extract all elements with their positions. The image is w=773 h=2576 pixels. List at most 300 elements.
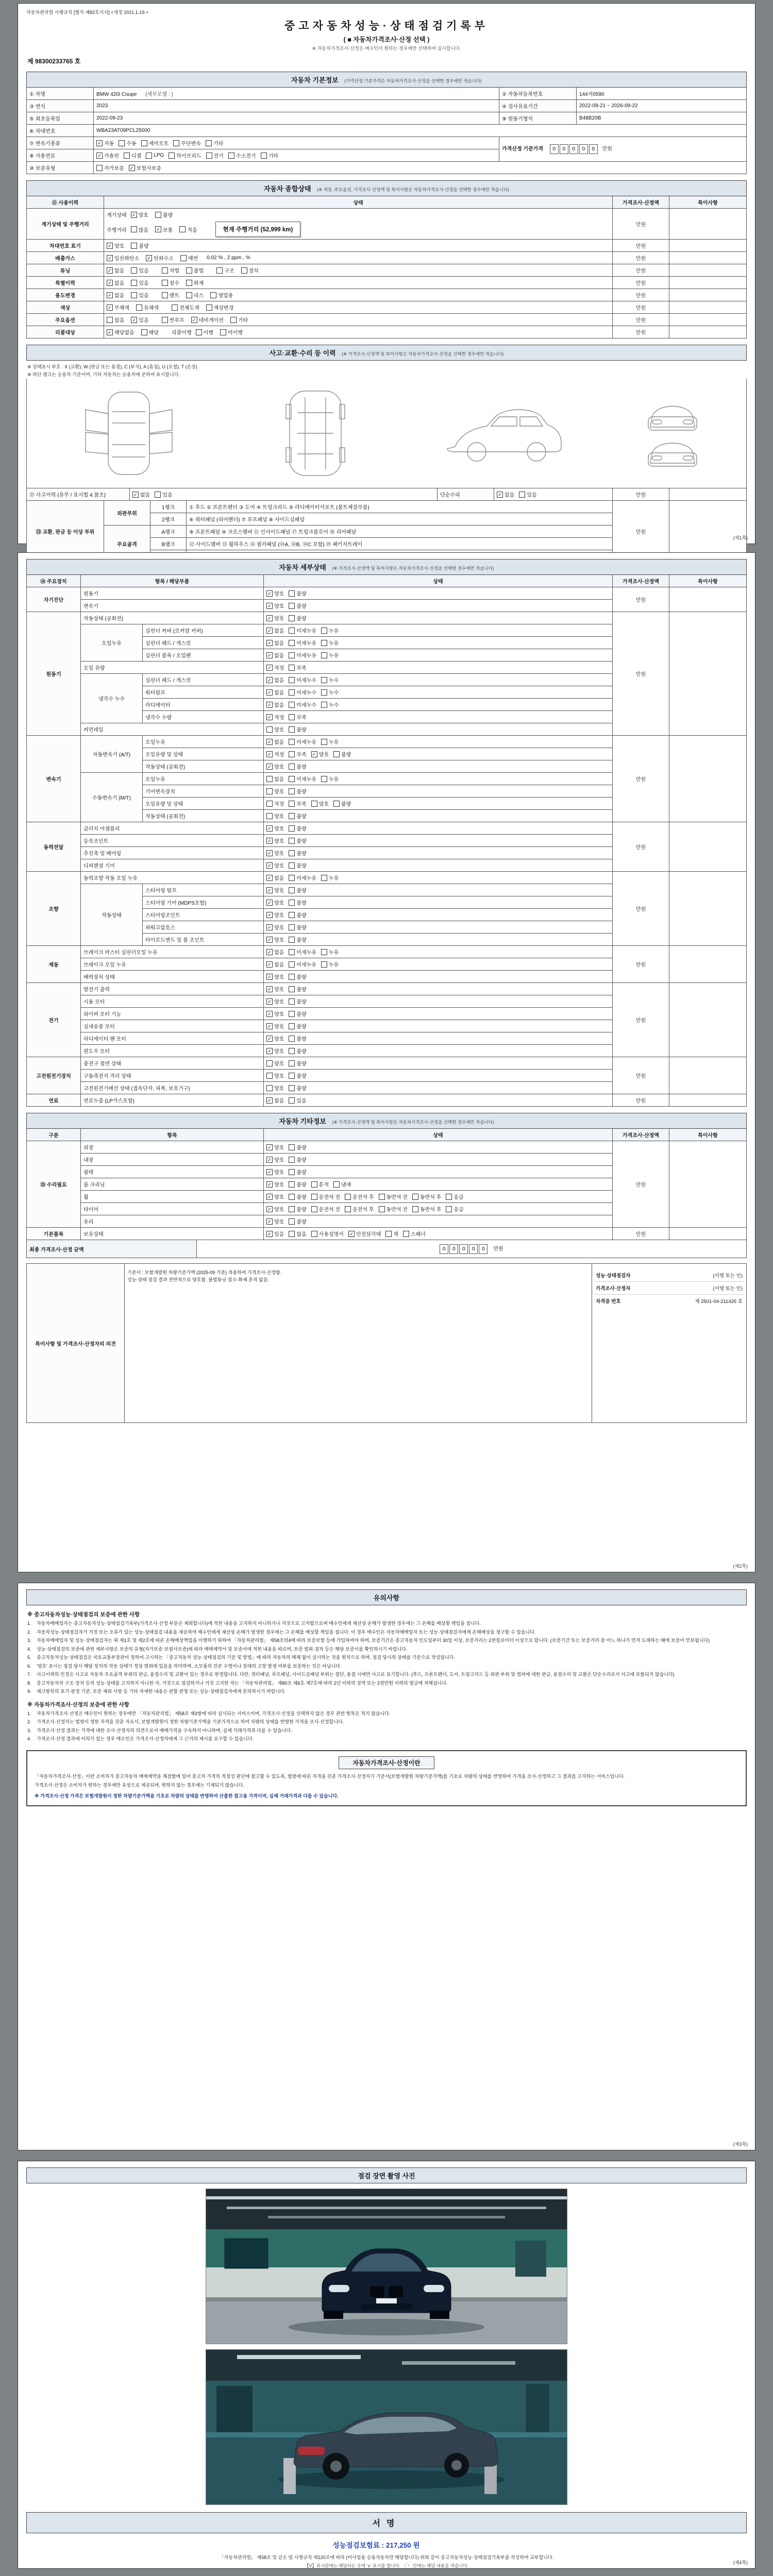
checkbox-box[interactable]: ✓ xyxy=(266,640,273,646)
checkbox-option[interactable] xyxy=(155,211,173,218)
checkbox-option[interactable] xyxy=(289,1047,306,1055)
checkbox-box[interactable] xyxy=(96,165,103,171)
checkbox-box[interactable]: ✓ xyxy=(266,764,273,770)
checkbox-box[interactable] xyxy=(289,937,295,943)
checkbox-box[interactable] xyxy=(206,140,212,146)
checkbox-option[interactable] xyxy=(289,1180,306,1188)
checkbox-box[interactable] xyxy=(266,1085,273,1091)
checkbox-option[interactable] xyxy=(107,316,124,324)
checkbox-option[interactable] xyxy=(206,303,234,311)
checkbox-box[interactable]: ✓ xyxy=(266,900,273,906)
checkbox-option[interactable] xyxy=(228,151,256,159)
checkbox-box[interactable]: ✓ xyxy=(497,492,503,498)
checkbox-box[interactable] xyxy=(289,665,295,671)
checkbox-option[interactable] xyxy=(379,1193,408,1200)
checkbox-box[interactable] xyxy=(289,801,295,807)
checkbox-option[interactable] xyxy=(169,151,201,159)
checkbox-box[interactable] xyxy=(311,1181,317,1188)
checkbox-box[interactable]: ✓ xyxy=(266,862,273,869)
checkbox-box[interactable] xyxy=(131,226,137,232)
checkbox-option[interactable] xyxy=(321,639,339,647)
checkbox-box[interactable] xyxy=(186,267,192,274)
checkbox-box[interactable] xyxy=(289,788,295,794)
checkbox-option[interactable] xyxy=(446,1193,463,1200)
checkbox-option[interactable] xyxy=(179,226,197,233)
checkbox-box[interactable] xyxy=(155,212,161,218)
checkbox-box[interactable] xyxy=(403,1231,409,1237)
checkbox-option[interactable] xyxy=(266,589,284,597)
checkbox-option[interactable] xyxy=(107,328,135,336)
checkbox-option[interactable] xyxy=(266,1217,284,1225)
checkbox-box[interactable] xyxy=(289,689,295,696)
checkbox-box[interactable]: ✓ xyxy=(146,255,152,261)
checkbox-option[interactable] xyxy=(385,1230,398,1238)
checkbox-option[interactable] xyxy=(289,738,316,745)
checkbox-option[interactable] xyxy=(289,725,306,733)
checkbox-option[interactable] xyxy=(172,303,199,311)
checkbox-option[interactable] xyxy=(266,886,284,894)
checkbox-option[interactable] xyxy=(266,1230,284,1238)
checkbox-box[interactable] xyxy=(136,304,142,311)
checkbox-box[interactable] xyxy=(289,628,295,634)
checkbox-box[interactable] xyxy=(289,1048,295,1054)
checkbox-option[interactable] xyxy=(155,490,172,498)
checkbox-box[interactable] xyxy=(289,887,295,893)
checkbox-box[interactable] xyxy=(345,1194,351,1200)
checkbox-box[interactable] xyxy=(385,1231,392,1237)
checkbox-box[interactable]: ✓ xyxy=(266,1157,273,1163)
checkbox-option[interactable] xyxy=(333,1180,351,1188)
checkbox-option[interactable] xyxy=(289,614,306,622)
checkbox-option[interactable] xyxy=(289,651,316,659)
checkbox-box[interactable] xyxy=(186,280,192,286)
checkbox-box[interactable] xyxy=(146,152,152,159)
checkbox-option[interactable] xyxy=(266,639,284,647)
checkbox-option[interactable] xyxy=(107,303,129,311)
checkbox-option[interactable] xyxy=(289,874,316,882)
checkbox-option[interactable] xyxy=(96,139,114,147)
checkbox-option[interactable] xyxy=(266,960,284,968)
checkbox-option[interactable] xyxy=(289,936,306,943)
checkbox-box[interactable]: ✓ xyxy=(131,212,137,218)
checkbox-option[interactable] xyxy=(311,1205,340,1213)
checkbox-box[interactable] xyxy=(289,1181,295,1188)
checkbox-box[interactable]: ✓ xyxy=(266,887,273,893)
checkbox-box[interactable] xyxy=(289,702,295,708)
checkbox-option[interactable] xyxy=(162,291,179,299)
checkbox-option[interactable] xyxy=(266,911,284,919)
checkbox-option[interactable] xyxy=(146,152,164,159)
checkbox-option[interactable] xyxy=(289,886,306,894)
checkbox-option[interactable] xyxy=(321,626,339,634)
checkbox-box[interactable] xyxy=(379,1206,385,1212)
checkbox-option[interactable] xyxy=(129,164,161,172)
checkbox-option[interactable] xyxy=(266,1047,284,1055)
checkbox-box[interactable] xyxy=(289,1157,295,1163)
checkbox-option[interactable] xyxy=(289,1156,306,1163)
checkbox-option[interactable] xyxy=(266,973,284,980)
checkbox-box[interactable]: ✓ xyxy=(96,152,103,159)
checkbox-option[interactable] xyxy=(220,328,243,336)
checkbox-option[interactable] xyxy=(266,1059,284,1067)
checkbox-option[interactable] xyxy=(266,688,284,696)
checkbox-option[interactable] xyxy=(289,948,316,956)
checkbox-option[interactable] xyxy=(266,614,284,622)
checkbox-box[interactable] xyxy=(266,776,273,782)
checkbox-box[interactable]: ✓ xyxy=(266,689,273,696)
checkbox-box[interactable]: ✓ xyxy=(266,924,273,930)
checkbox-option[interactable] xyxy=(266,1035,284,1042)
checkbox-option[interactable] xyxy=(289,1230,306,1238)
checkbox-box[interactable] xyxy=(119,140,125,146)
checkbox-box[interactable] xyxy=(289,714,295,720)
checkbox-option[interactable] xyxy=(266,837,284,844)
checkbox-box[interactable] xyxy=(266,788,273,794)
checkbox-box[interactable]: ✓ xyxy=(107,243,113,249)
checkbox-option[interactable] xyxy=(289,849,306,857)
checkbox-option[interactable] xyxy=(321,775,339,783)
checkbox-option[interactable] xyxy=(266,664,284,671)
checkbox-option[interactable] xyxy=(206,151,224,159)
checkbox-option[interactable] xyxy=(333,800,351,807)
checkbox-option[interactable] xyxy=(266,899,284,906)
checkbox-box[interactable]: ✓ xyxy=(266,677,273,683)
checkbox-box[interactable] xyxy=(321,702,327,708)
checkbox-box[interactable] xyxy=(333,801,340,807)
checkbox-option[interactable] xyxy=(266,1168,284,1176)
checkbox-box[interactable] xyxy=(289,838,295,844)
checkbox-option[interactable] xyxy=(289,750,306,758)
checkbox-box[interactable]: ✓ xyxy=(311,751,317,757)
checkbox-box[interactable]: ✓ xyxy=(266,949,273,955)
checkbox-box[interactable]: ✓ xyxy=(266,1231,273,1237)
checkbox-box[interactable] xyxy=(289,1206,295,1212)
checkbox-box[interactable] xyxy=(311,1194,317,1200)
checkbox-box[interactable] xyxy=(412,1194,418,1200)
checkbox-option[interactable] xyxy=(321,676,339,684)
checkbox-option[interactable] xyxy=(266,787,284,795)
checkbox-option[interactable] xyxy=(403,1230,426,1238)
checkbox-option[interactable] xyxy=(519,490,536,498)
checkbox-box[interactable] xyxy=(289,603,295,609)
checkbox-option[interactable] xyxy=(131,291,148,299)
checkbox-box[interactable] xyxy=(289,590,295,597)
checkbox-box[interactable]: ✓ xyxy=(266,1169,273,1175)
checkbox-option[interactable] xyxy=(266,1096,284,1104)
checkbox-box[interactable] xyxy=(162,292,168,298)
checkbox-option[interactable] xyxy=(141,139,169,147)
checkbox-box[interactable] xyxy=(289,1085,295,1091)
checkbox-box[interactable] xyxy=(186,292,192,298)
checkbox-box[interactable]: ✓ xyxy=(132,492,139,498)
checkbox-box[interactable] xyxy=(289,924,295,930)
checkbox-box[interactable] xyxy=(289,850,295,856)
checkbox-box[interactable]: ✓ xyxy=(266,603,273,609)
checkbox-option[interactable] xyxy=(289,1010,306,1018)
checkbox-box[interactable] xyxy=(289,862,295,869)
checkbox-box[interactable]: ✓ xyxy=(266,838,273,844)
checkbox-option[interactable] xyxy=(321,948,339,956)
checkbox-box[interactable] xyxy=(321,949,327,955)
checkbox-option[interactable] xyxy=(289,1035,306,1042)
checkbox-box[interactable] xyxy=(124,152,130,159)
checkbox-box[interactable]: ✓ xyxy=(266,1036,273,1042)
checkbox-box[interactable] xyxy=(289,1036,295,1042)
checkbox-option[interactable] xyxy=(289,1193,306,1200)
checkbox-box[interactable] xyxy=(289,1011,295,1017)
checkbox-option[interactable] xyxy=(379,1205,408,1213)
checkbox-box[interactable] xyxy=(266,1060,273,1066)
checkbox-box[interactable]: ✓ xyxy=(266,1023,273,1029)
checkbox-option[interactable] xyxy=(132,490,150,498)
checkbox-option[interactable] xyxy=(131,316,148,324)
checkbox-box[interactable]: ✓ xyxy=(266,590,273,597)
checkbox-box[interactable] xyxy=(289,652,295,658)
checkbox-box[interactable] xyxy=(289,949,295,955)
checkbox-option[interactable] xyxy=(131,211,148,218)
checkbox-option[interactable] xyxy=(289,1084,306,1092)
checkbox-option[interactable] xyxy=(321,738,339,745)
checkbox-option[interactable] xyxy=(289,1217,306,1225)
checkbox-box[interactable] xyxy=(162,267,168,274)
checkbox-box[interactable]: ✓ xyxy=(191,317,197,323)
checkbox-box[interactable] xyxy=(289,900,295,906)
checkbox-option[interactable] xyxy=(289,973,306,980)
checkbox-option[interactable] xyxy=(321,874,339,882)
checkbox-option[interactable] xyxy=(266,713,284,721)
checkbox-option[interactable] xyxy=(266,1156,284,1163)
checkbox-option[interactable] xyxy=(321,651,339,659)
checkbox-box[interactable] xyxy=(321,961,327,968)
checkbox-box[interactable] xyxy=(261,152,267,159)
checkbox-box[interactable] xyxy=(289,677,295,683)
checkbox-option[interactable] xyxy=(196,328,213,336)
checkbox-box[interactable] xyxy=(210,292,216,298)
checkbox-option[interactable] xyxy=(266,849,284,857)
checkbox-box[interactable] xyxy=(446,1206,452,1212)
checkbox-box[interactable]: ✓ xyxy=(266,1194,273,1200)
checkbox-option[interactable] xyxy=(96,151,119,159)
checkbox-option[interactable] xyxy=(311,1180,329,1188)
checkbox-option[interactable] xyxy=(497,490,514,498)
checkbox-option[interactable] xyxy=(266,874,284,882)
checkbox-option[interactable] xyxy=(266,800,284,807)
checkbox-option[interactable] xyxy=(289,1205,306,1213)
checkbox-option[interactable] xyxy=(266,626,284,634)
checkbox-box[interactable]: ✓ xyxy=(266,628,273,634)
checkbox-box[interactable] xyxy=(321,677,327,683)
checkbox-box[interactable] xyxy=(289,961,295,968)
checkbox-box[interactable] xyxy=(131,267,137,274)
checkbox-option[interactable] xyxy=(289,1059,306,1067)
checkbox-box[interactable] xyxy=(230,317,237,323)
checkbox-box[interactable]: ✓ xyxy=(266,751,273,757)
checkbox-option[interactable] xyxy=(321,701,339,708)
checkbox-box[interactable] xyxy=(333,751,340,757)
checkbox-option[interactable] xyxy=(124,151,141,159)
checkbox-box[interactable] xyxy=(289,1194,295,1200)
checkbox-box[interactable] xyxy=(379,1194,385,1200)
checkbox-option[interactable] xyxy=(266,812,284,820)
checkbox-box[interactable] xyxy=(289,1169,295,1175)
checkbox-box[interactable] xyxy=(141,140,147,146)
checkbox-option[interactable] xyxy=(131,242,148,249)
checkbox-box[interactable] xyxy=(311,801,317,807)
checkbox-option[interactable] xyxy=(348,1230,381,1238)
checkbox-box[interactable] xyxy=(321,628,327,634)
checkbox-option[interactable] xyxy=(266,651,284,659)
checkbox-box[interactable] xyxy=(289,1023,295,1029)
checkbox-option[interactable] xyxy=(266,1010,284,1018)
checkbox-option[interactable] xyxy=(289,626,316,634)
checkbox-option[interactable] xyxy=(206,139,223,147)
checkbox-option[interactable] xyxy=(210,291,233,299)
checkbox-box[interactable]: ✓ xyxy=(266,998,273,1005)
checkbox-box[interactable] xyxy=(289,875,295,881)
checkbox-box[interactable] xyxy=(321,689,327,696)
checkbox-option[interactable] xyxy=(186,266,204,274)
checkbox-box[interactable]: ✓ xyxy=(266,1144,273,1150)
checkbox-box[interactable]: ✓ xyxy=(266,1218,273,1225)
checkbox-box[interactable] xyxy=(289,974,295,980)
checkbox-box[interactable] xyxy=(180,255,187,261)
checkbox-box[interactable] xyxy=(173,140,179,146)
checkbox-option[interactable] xyxy=(162,266,179,274)
checkbox-option[interactable] xyxy=(266,861,284,869)
checkbox-option[interactable] xyxy=(191,316,224,324)
checkbox-box[interactable] xyxy=(446,1194,452,1200)
checkbox-option[interactable] xyxy=(266,725,284,733)
checkbox-box[interactable]: ✓ xyxy=(266,875,273,881)
checkbox-box[interactable]: ✓ xyxy=(107,329,113,335)
checkbox-box[interactable] xyxy=(289,1097,295,1104)
checkbox-box[interactable] xyxy=(206,304,212,311)
checkbox-option[interactable] xyxy=(266,738,284,745)
checkbox-option[interactable] xyxy=(289,800,306,807)
checkbox-option[interactable] xyxy=(333,750,351,758)
checkbox-option[interactable] xyxy=(266,1022,284,1030)
checkbox-box[interactable]: ✓ xyxy=(266,1097,273,1104)
checkbox-box[interactable] xyxy=(321,776,327,782)
checkbox-option[interactable] xyxy=(289,1143,306,1151)
checkbox-option[interactable] xyxy=(289,589,306,597)
checkbox-option[interactable] xyxy=(131,226,148,233)
checkbox-option[interactable] xyxy=(173,139,201,147)
checkbox-box[interactable] xyxy=(289,1231,295,1237)
checkbox-option[interactable] xyxy=(289,997,306,1005)
checkbox-box[interactable] xyxy=(321,640,327,646)
checkbox-option[interactable] xyxy=(266,985,284,993)
checkbox-box[interactable]: ✓ xyxy=(107,255,113,261)
checkbox-box[interactable] xyxy=(289,912,295,918)
checkbox-box[interactable] xyxy=(289,1218,295,1225)
checkbox-option[interactable] xyxy=(186,279,204,286)
checkbox-option[interactable] xyxy=(289,676,316,684)
checkbox-box[interactable] xyxy=(289,726,295,733)
checkbox-box[interactable]: ✓ xyxy=(96,140,103,146)
checkbox-box[interactable]: ✓ xyxy=(266,652,273,658)
checkbox-box[interactable] xyxy=(266,801,273,807)
checkbox-option[interactable] xyxy=(141,328,159,336)
checkbox-option[interactable] xyxy=(266,602,284,609)
checkbox-option[interactable] xyxy=(311,800,329,807)
checkbox-option[interactable] xyxy=(107,242,124,249)
checkbox-option[interactable] xyxy=(266,1193,284,1200)
checkbox-option[interactable] xyxy=(345,1193,374,1200)
checkbox-option[interactable] xyxy=(266,762,284,770)
checkbox-option[interactable] xyxy=(289,602,306,609)
checkbox-option[interactable] xyxy=(289,911,306,919)
checkbox-option[interactable] xyxy=(266,997,284,1005)
checkbox-option[interactable] xyxy=(107,266,124,274)
checkbox-box[interactable]: ✓ xyxy=(107,292,113,298)
checkbox-option[interactable] xyxy=(311,1230,344,1238)
checkbox-option[interactable] xyxy=(289,688,316,696)
checkbox-box[interactable] xyxy=(220,329,226,335)
checkbox-option[interactable] xyxy=(131,279,148,286)
checkbox-option[interactable] xyxy=(289,812,306,820)
checkbox-option[interactable] xyxy=(136,303,159,311)
checkbox-option[interactable] xyxy=(119,139,136,147)
checkbox-box[interactable] xyxy=(289,764,295,770)
checkbox-option[interactable] xyxy=(345,1205,374,1213)
checkbox-option[interactable] xyxy=(216,266,234,274)
checkbox-box[interactable]: ✓ xyxy=(266,937,273,943)
checkbox-box[interactable] xyxy=(311,1231,317,1237)
checkbox-box[interactable] xyxy=(131,292,137,298)
checkbox-box[interactable] xyxy=(131,280,137,286)
checkbox-box[interactable] xyxy=(289,776,295,782)
checkbox-option[interactable] xyxy=(266,1143,284,1151)
checkbox-option[interactable] xyxy=(266,923,284,931)
checkbox-option[interactable] xyxy=(289,775,316,783)
checkbox-option[interactable] xyxy=(261,151,278,159)
checkbox-box[interactable]: ✓ xyxy=(266,974,273,980)
checkbox-option[interactable] xyxy=(289,960,316,968)
checkbox-option[interactable] xyxy=(162,316,184,324)
checkbox-box[interactable]: ✓ xyxy=(107,280,113,286)
checkbox-option[interactable] xyxy=(107,254,139,262)
checkbox-option[interactable] xyxy=(289,985,306,993)
checkbox-box[interactable]: ✓ xyxy=(266,714,273,720)
checkbox-box[interactable] xyxy=(289,640,295,646)
checkbox-box[interactable] xyxy=(333,1181,340,1188)
checkbox-option[interactable] xyxy=(321,960,339,968)
checkbox-box[interactable] xyxy=(311,1206,317,1212)
checkbox-box[interactable] xyxy=(228,152,234,159)
checkbox-box[interactable] xyxy=(289,739,295,745)
checkbox-option[interactable] xyxy=(266,1072,284,1079)
checkbox-option[interactable] xyxy=(266,1180,284,1188)
checkbox-box[interactable] xyxy=(131,243,137,249)
checkbox-box[interactable]: ✓ xyxy=(266,702,273,708)
checkbox-option[interactable] xyxy=(289,1096,306,1104)
checkbox-option[interactable] xyxy=(266,1084,284,1092)
checkbox-box[interactable] xyxy=(321,739,327,745)
checkbox-option[interactable] xyxy=(412,1205,441,1213)
checkbox-option[interactable] xyxy=(266,701,284,708)
checkbox-box[interactable]: ✓ xyxy=(155,226,161,232)
checkbox-box[interactable]: ✓ xyxy=(266,1048,273,1054)
checkbox-box[interactable]: ✓ xyxy=(266,665,273,671)
checkbox-box[interactable]: ✓ xyxy=(266,615,273,621)
checkbox-option[interactable] xyxy=(289,701,316,708)
checkbox-option[interactable] xyxy=(107,291,124,299)
checkbox-box[interactable] xyxy=(107,317,113,323)
checkbox-box[interactable]: ✓ xyxy=(266,739,273,745)
checkbox-option[interactable] xyxy=(311,750,329,758)
checkbox-option[interactable] xyxy=(266,1205,284,1213)
